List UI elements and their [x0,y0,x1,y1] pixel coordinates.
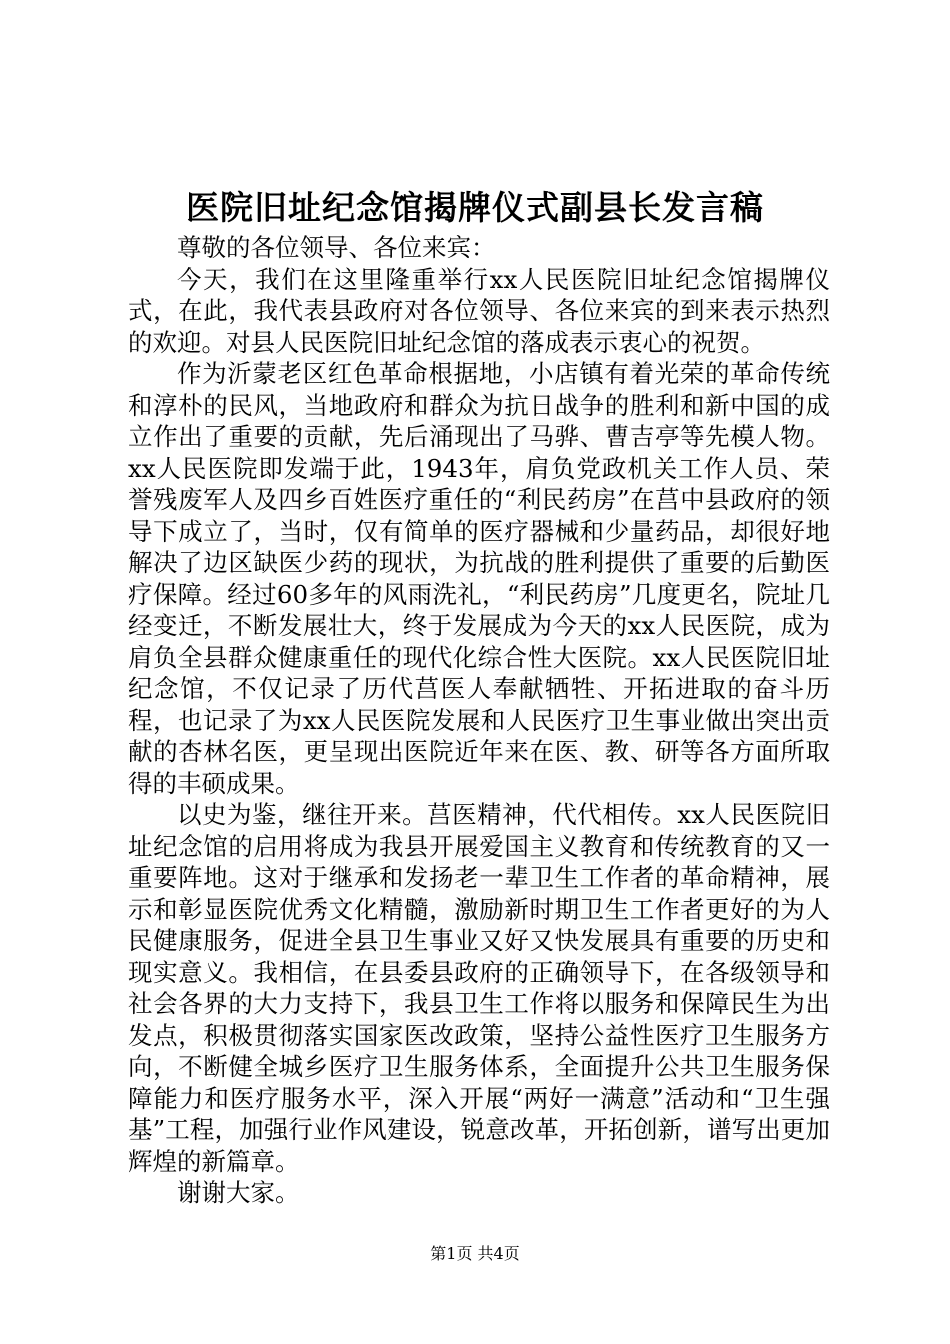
body-paragraph: 以史为鉴，继往开来。莒医精神，代代相传。xx人民医院旧址纪念馆的启用将成为我县开展爱国主义教育和传统教育的又一重要阵地。这对于继承和发扬老一辈卫生工作者的革命精神，展示和彰显医院优秀文化精髓，激励新时期卫生工作者更好的为人民健康服务，促进全县卫生事业又好又快发展具有重要的历史和现实意义。我相信，在县委县政府的正确领导下，在各级领导和社会各界的大力支持下，我县卫生工作将以服务和保障民生为出发点，积极贯彻落实国家医改政策，坚持公益性医疗卫生服务方向，不断健全城乡医疗卫生服务体系，全面提升公共卫生服务保障能力和医疗服务水平，深入开展“两好一满意”活动和“卫生强基”工程，加强行业作风建设，锐意改革，开拓创新，谱写出更加辉煌的新篇章。 [128,800,830,1176]
closing-paragraph: 谢谢大家。 [177,1178,300,1207]
page-footer: 第1页 共4页 [430,1244,520,1263]
body-paragraph: 今天，我们在这里隆重举行xx人民医院旧址纪念馆揭牌仪式，在此，我代表县政府对各位领导、各位来宾的到来表示热烈的欢迎。对县人民医院旧址纪念馆的落成表示衷心的祝贺。 [128,264,830,357]
document-title: 医院旧址纪念馆揭牌仪式副县长发言稿 [186,188,764,227]
document-body [128,232,830,1209]
body-paragraph: 作为沂蒙老区红色革命根据地，小店镇有着光荣的革命传统和淳朴的民风，当地政府和群众为抗日战争的胜利和新中国的成立作出了重要的贡献，先后涌现出了马骅、曹吉亭等先模人物。xx人民医院即发端于此，1943年，肩负党政机关工作人员、荣誉残废军人及四乡百姓医疗重任的“利民药房”在莒中县政府的领导下成立了，当时，仅有简单的医疗器械和少量药品，却很好地解决了边区缺医少药的现状，为抗战的胜利提供了重要的后勤医疗保障。经过60多年的风雨洗礼，“利民药房”几度更名，院址几经变迁，不断发展壮大，终于发展成为今天的xx人民医院，成为肩负全县群众健康重任的现代化综合性大医院。xx人民医院旧址纪念馆，不仅记录了历代莒医人奉献牺牲、开拓进取的奋斗历程，也记录了为xx人民医院发展和人民医疗卫生事业做出突出贡献的杏林名医，更呈现出医院近年来在医、教、研等各方面所取得的丰硕成果。 [128,359,830,798]
salutation-paragraph: 尊敬的各位领导、各位来宾： [177,233,496,262]
